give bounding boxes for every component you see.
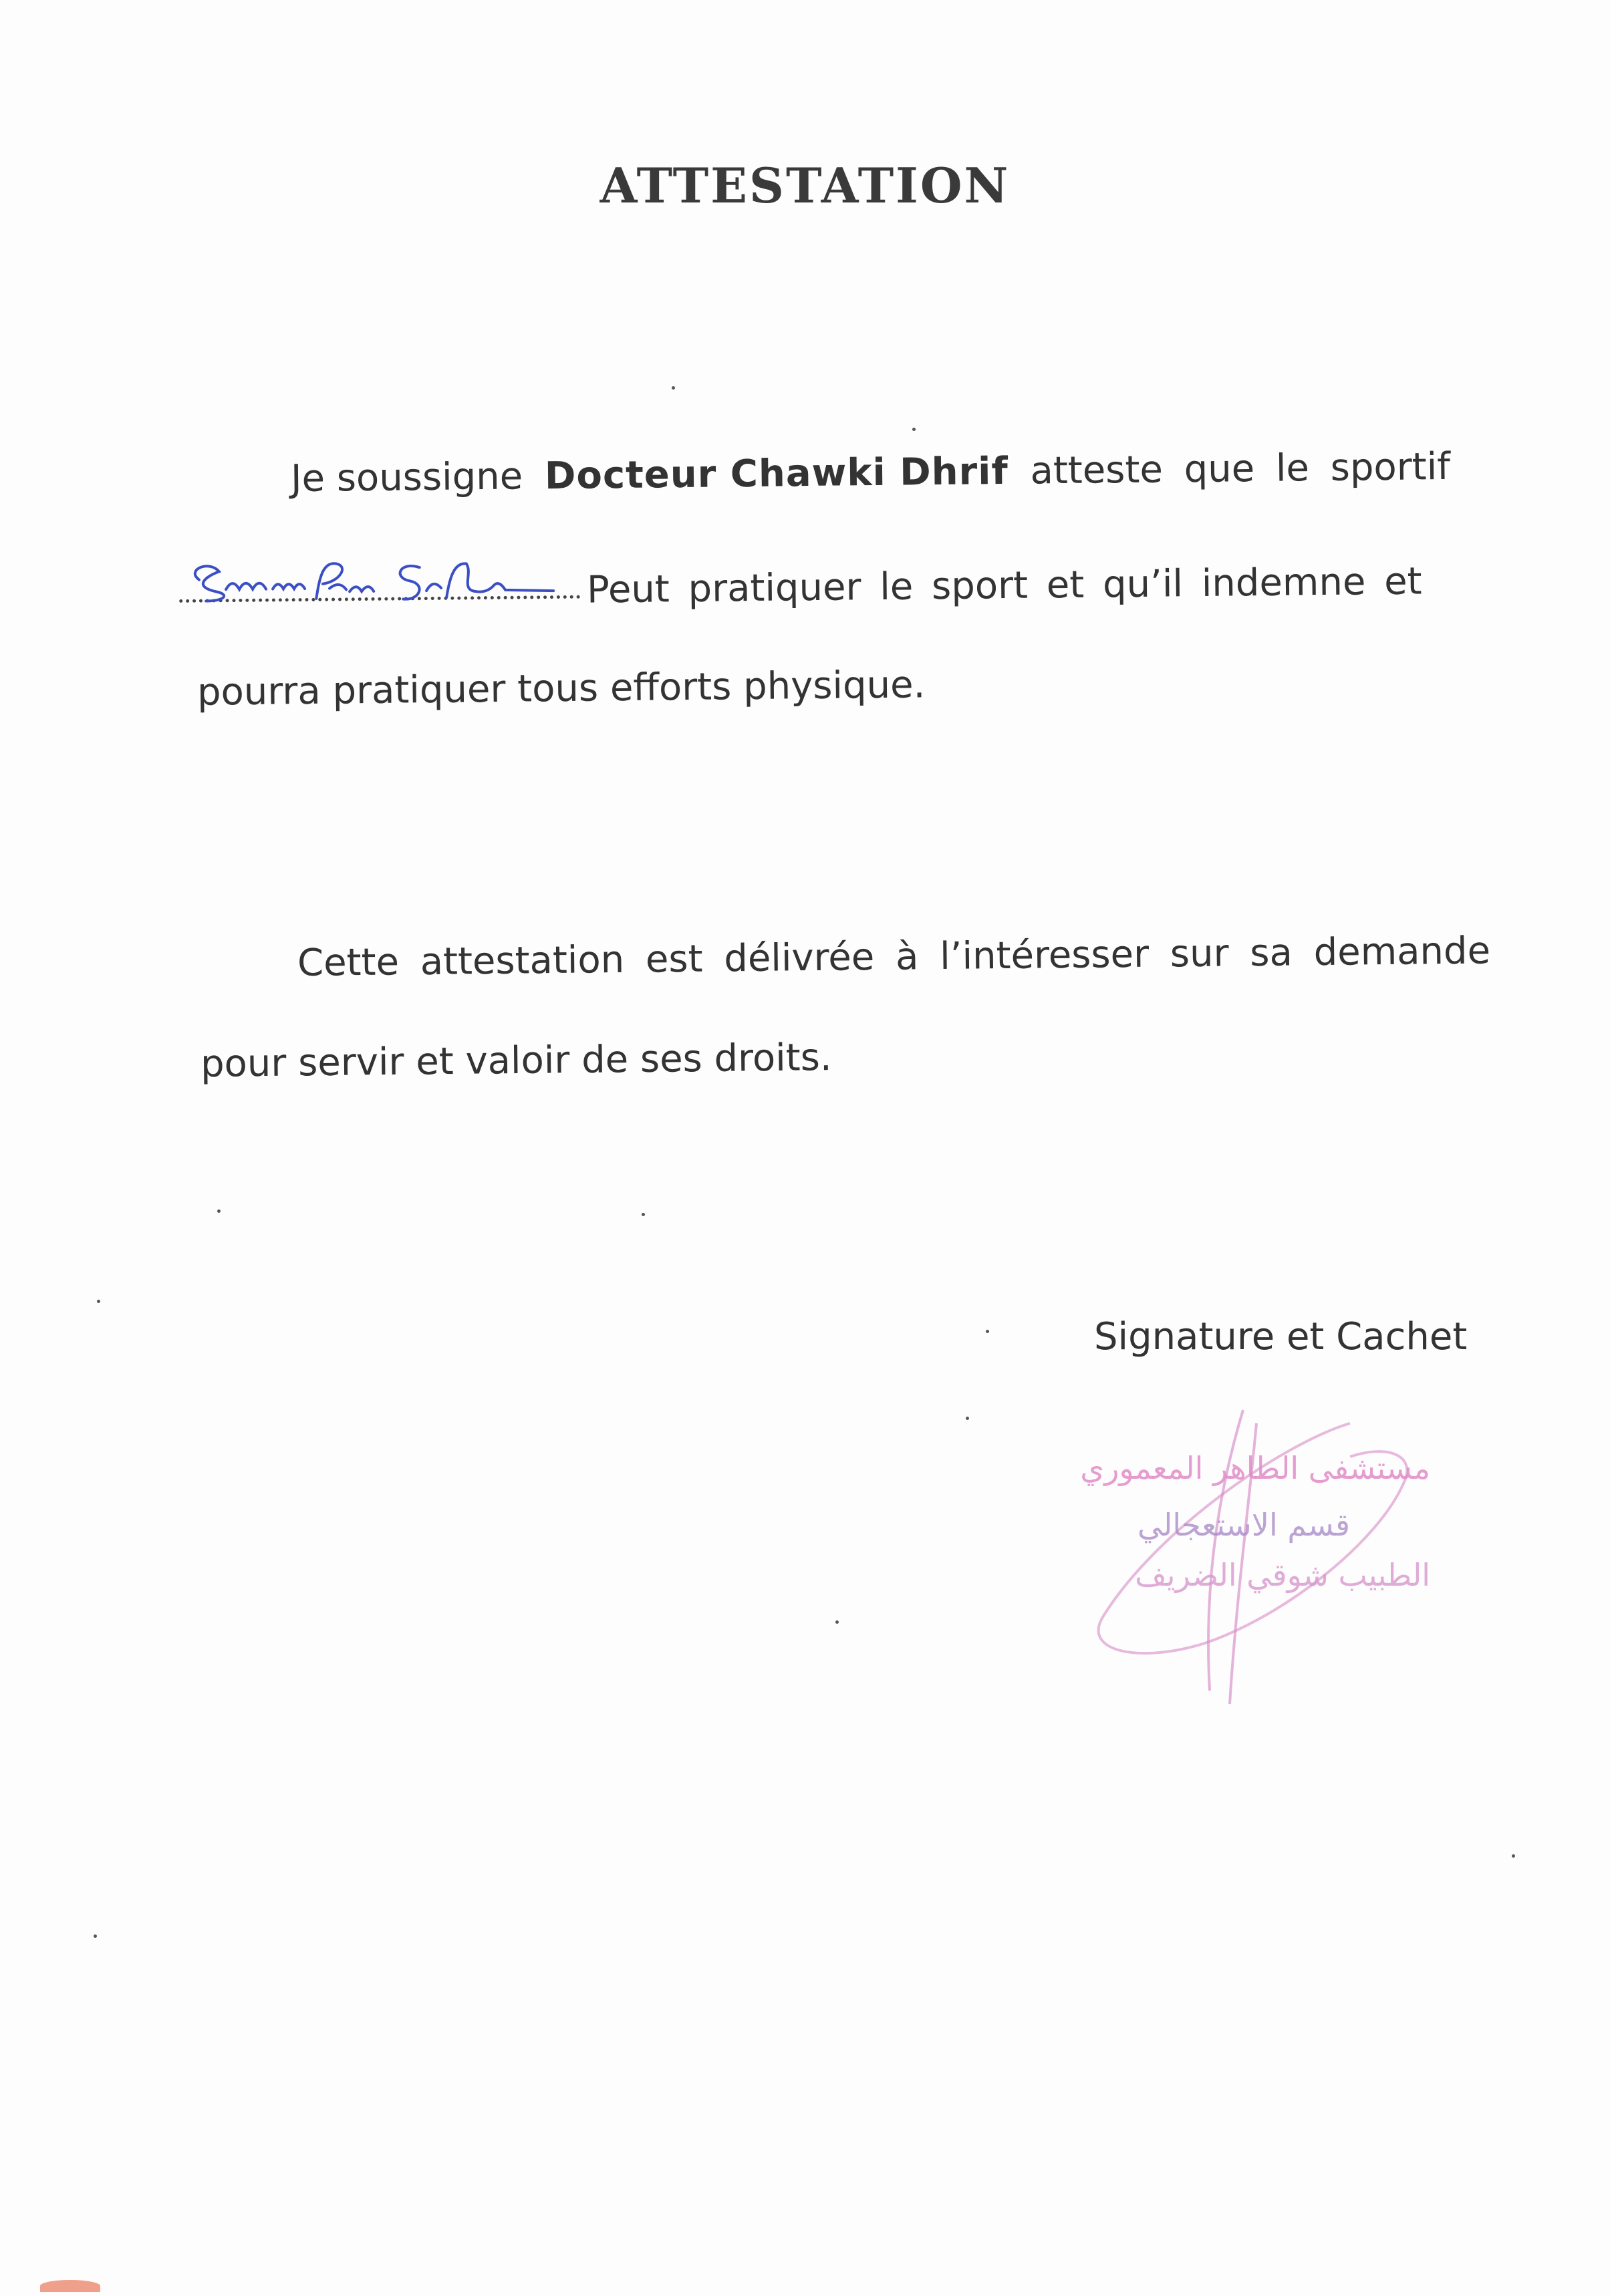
scan-speck — [835, 1620, 839, 1624]
scan-edge-mark — [40, 2280, 100, 2292]
scan-speck — [672, 386, 675, 390]
official-stamp — [1002, 1397, 1430, 1717]
handwritten-name-signature — [179, 549, 581, 613]
stamp-doctor-name: الطبيب شوقي الضريف — [1135, 1557, 1430, 1593]
scan-speck — [1512, 1854, 1515, 1858]
scan-speck — [966, 1417, 969, 1420]
paragraph1-line3: pourra pratiquer tous efforts physique. — [196, 663, 926, 714]
scan-speck — [217, 1209, 221, 1213]
signature-label: Signature et Cachet — [1094, 1315, 1468, 1358]
scan-speck — [912, 428, 916, 431]
paragraph2-line2: pour servir et valoir de ses droits. — [200, 1036, 832, 1086]
doctor-name: Docteur Chawki Dhrif — [544, 449, 1009, 498]
intro-text: Je soussigne — [290, 454, 523, 501]
paragraph2-line1: Cette attestation est délivrée à l’intéresser sur sa demande — [297, 929, 1491, 986]
line2-text: Peut pratiquer le sport et qu’il indemne et — [586, 559, 1422, 612]
stamp-hospital-name: مستشفى الطاهر المعموري — [1080, 1450, 1430, 1486]
stamp-department: قسم الاستعجالي — [1137, 1507, 1350, 1543]
athlete-name-field — [179, 556, 581, 607]
document-title: ATTESTATION — [599, 157, 1011, 214]
intro-rest-text: atteste que le sportif — [1030, 444, 1451, 493]
scan-speck — [986, 1330, 989, 1333]
scan-speck — [642, 1213, 645, 1216]
scan-speck — [97, 1300, 100, 1303]
scan-speck — [94, 1934, 97, 1938]
paragraph1-line1 — [291, 445, 1451, 500]
paragraph1-line2 — [179, 547, 1451, 616]
